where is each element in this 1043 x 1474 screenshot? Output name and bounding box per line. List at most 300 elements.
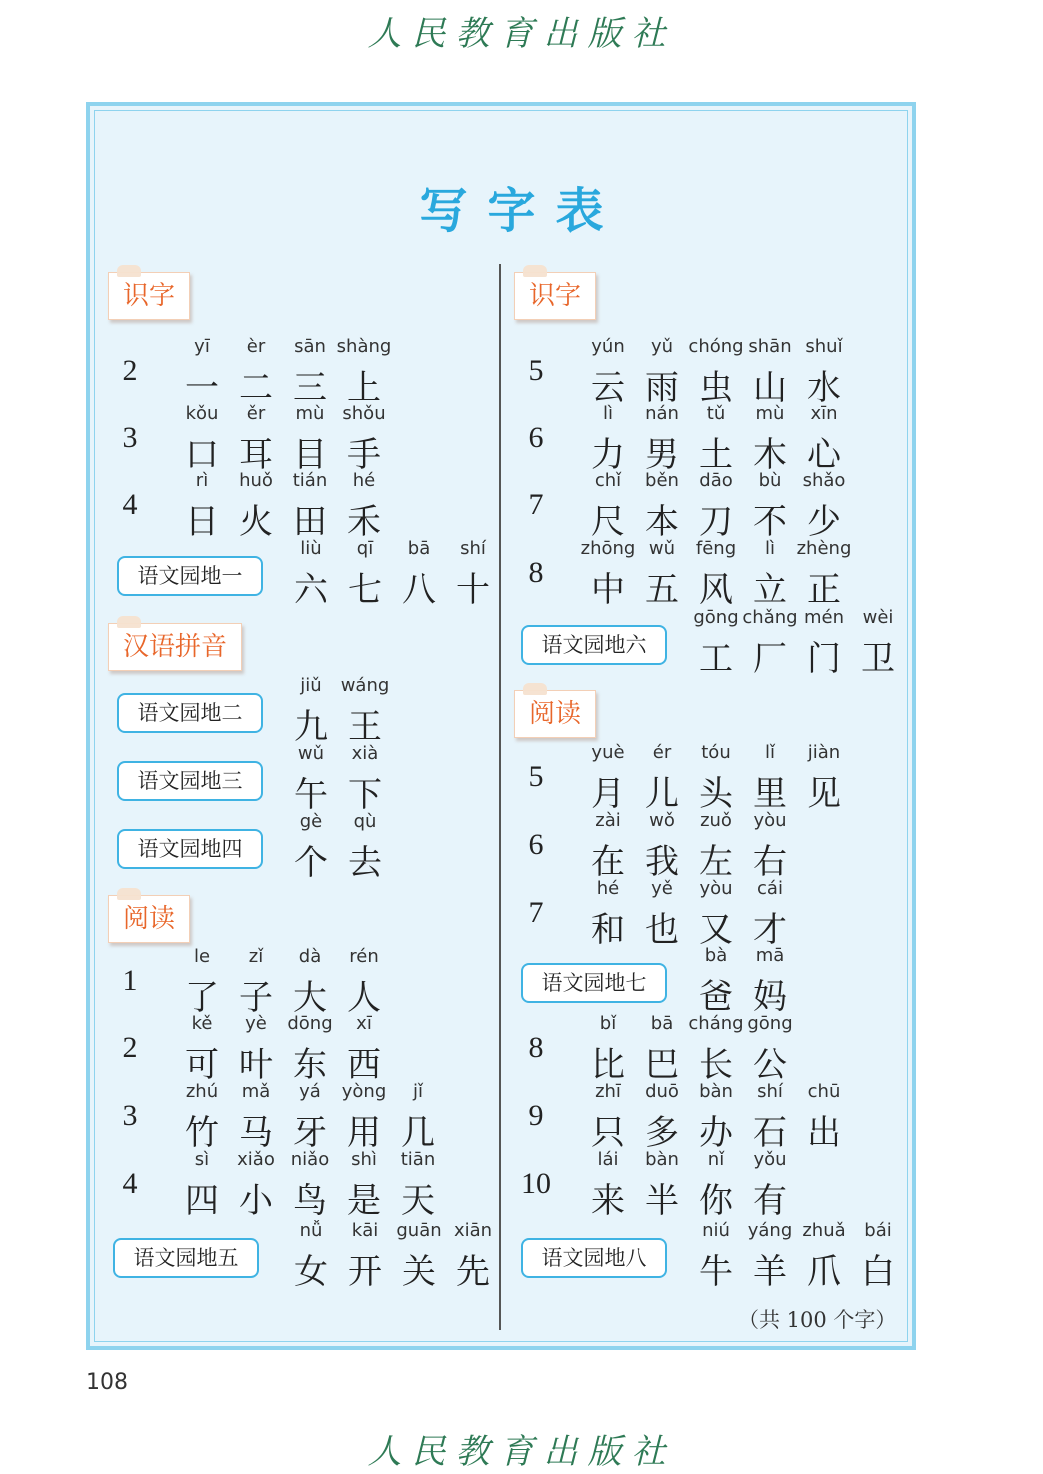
hanzi: 多 [645,1113,679,1153]
character-entry [794,538,854,611]
lesson-number: 6 [528,828,544,861]
pinyin: xià [351,743,379,764]
character-entry [172,470,232,543]
character-entry [686,470,746,543]
hanzi: 出 [807,1113,841,1153]
character-entry [281,743,341,816]
character-entry [578,1149,638,1222]
section-tag-yuedu-left: 阅读 [108,895,190,943]
pinyin: le [193,946,211,967]
pinyin: shàng [336,336,392,357]
character-entry [172,1013,232,1086]
character-entry [443,538,503,611]
character-entry [578,403,638,476]
character-entry [794,1081,854,1154]
hanzi: 山 [753,368,787,408]
hanzi: 牛 [699,1252,733,1292]
pinyin: bā [407,538,431,559]
pinyin: cái [757,878,783,899]
character-entry [686,1220,746,1293]
hanzi: 尺 [591,502,625,542]
pinyin: liù [300,538,322,559]
garden-tag: 语文园地七 [521,963,667,1003]
character-entry [172,403,232,476]
hanzi: 上 [347,368,381,408]
character-entry [578,1013,638,1086]
pinyin: qī [356,538,374,559]
character-entry [281,1220,341,1293]
pinyin: zhú [185,1081,219,1102]
hanzi: 二 [239,368,273,408]
pinyin: kě [191,1013,213,1034]
character-entry [686,607,746,680]
hanzi: 立 [753,570,787,610]
pinyin: ěr [246,403,266,424]
pinyin: jiàn [807,742,841,763]
lesson-number: 7 [528,896,544,929]
hanzi: 用 [347,1113,381,1153]
pinyin: yě [651,878,673,899]
character-entry [740,945,800,1018]
hanzi: 东 [293,1045,327,1085]
hanzi: 妈 [753,977,787,1017]
hanzi: 竹 [185,1113,219,1153]
pinyin: lì [602,403,613,424]
character-entry [848,607,908,680]
pinyin: wǒ [649,810,675,831]
pinyin: xiǎo [237,1149,275,1170]
pinyin: kāi [351,1220,379,1241]
character-entry [632,403,692,476]
character-entry [389,1220,449,1293]
character-entry [794,336,854,409]
character-entry [632,810,692,883]
hanzi: 羊 [753,1252,787,1292]
pinyin: chǎng [742,607,798,628]
pinyin: dà [298,946,322,967]
pinyin: tóu [701,742,731,763]
pinyin: yá [299,1081,321,1102]
character-entry [334,336,394,409]
pinyin: shì [351,1149,377,1170]
pinyin: zài [595,810,621,831]
lesson-number: 4 [122,488,138,521]
pinyin: èr [246,336,266,357]
hanzi: 里 [753,774,787,814]
pinyin: bǐ [599,1013,617,1034]
pinyin: chǐ [594,470,622,491]
pinyin: wǔ [648,538,676,559]
character-entry [632,1013,692,1086]
hanzi: 右 [753,842,787,882]
pinyin: rén [349,946,379,967]
hanzi: 耳 [239,435,273,475]
pinyin: zhuǎ [802,1220,846,1241]
pinyin: hé [352,470,376,491]
character-entry [740,403,800,476]
character-entry [686,1013,746,1086]
character-entry [280,470,340,543]
pinyin: cháng [688,1013,744,1034]
hanzi: 刀 [699,502,733,542]
hanzi: 人 [347,978,381,1018]
hanzi: 左 [699,842,733,882]
section-tag-shizi-right: 识字 [514,272,596,320]
character-entry [226,1013,286,1086]
pinyin: mù [755,403,785,424]
hanzi: 个 [294,843,328,883]
character-entry [334,403,394,476]
lesson-number: 4 [122,1167,138,1200]
pinyin: mā [755,945,785,966]
hanzi: 木 [753,435,787,475]
character-entry [848,1220,908,1293]
hanzi: 西 [347,1045,381,1085]
hanzi: 比 [591,1045,625,1085]
character-entry [686,538,746,611]
character-entry [794,470,854,543]
section-tag-pinyin: 汉语拼音 [108,623,242,671]
hanzi: 大 [293,978,327,1018]
pinyin: xiān [453,1220,493,1241]
hanzi: 子 [239,978,273,1018]
character-entry [740,470,800,543]
publisher-header: 人民教育出版社 [367,14,676,54]
hanzi: 石 [753,1113,787,1153]
character-entry [280,1149,340,1222]
character-entry [334,1013,394,1086]
hanzi: 五 [645,570,679,610]
character-entry [334,1081,394,1154]
character-entry [740,538,800,611]
character-entry [334,470,394,543]
pinyin: yuè [591,742,625,763]
hanzi: 半 [645,1181,679,1221]
pinyin: zǐ [248,946,264,967]
hanzi: 只 [591,1113,625,1153]
hanzi: 中 [591,570,625,610]
hanzi: 儿 [645,774,679,814]
pinyin: chóng [688,336,744,357]
character-entry [794,607,854,680]
character-entry [686,945,746,1018]
hanzi: 可 [185,1045,219,1085]
pinyin: guān [396,1220,442,1241]
hanzi: 火 [239,502,273,542]
pinyin: chū [807,1081,841,1102]
pinyin: shí [757,1081,783,1102]
character-entry [794,1220,854,1293]
total-count: （共 100 个字） [738,1308,897,1332]
hanzi: 卫 [861,639,895,679]
hanzi: 三 [293,368,327,408]
pinyin: běn [645,470,679,491]
character-entry [686,403,746,476]
pinyin: yè [245,1013,267,1034]
hanzi: 公 [753,1045,787,1085]
column-divider [499,264,501,1330]
pinyin: yún [591,336,625,357]
character-entry [632,538,692,611]
character-entry [389,538,449,611]
pinyin: niǎo [290,1149,330,1170]
character-entry [686,336,746,409]
pinyin: yòu [699,878,733,899]
hanzi: 头 [699,774,733,814]
pinyin: bù [758,470,782,491]
hanzi: 六 [294,570,328,610]
pinyin: jiǔ [300,675,322,696]
hanzi: 午 [294,775,328,815]
pinyin: yī [194,336,210,357]
pinyin: yòu [753,810,787,831]
garden-tag: 语文园地四 [117,829,263,869]
pinyin: shí [460,538,486,559]
hanzi: 男 [645,435,679,475]
hanzi: 少 [807,502,841,542]
pinyin: kǒu [185,403,219,424]
character-entry [280,1081,340,1154]
character-entry [740,1220,800,1293]
garden-tag: 语文园地五 [113,1238,259,1278]
character-entry [686,878,746,951]
pinyin: mǎ [241,1081,271,1102]
character-entry [226,336,286,409]
lesson-number: 3 [122,421,138,454]
pinyin: bā [650,1013,674,1034]
pinyin: qù [353,811,377,832]
hanzi: 白 [861,1252,895,1292]
pinyin: ér [652,742,672,763]
character-entry [740,1081,800,1154]
character-entry [578,1081,638,1154]
hanzi: 工 [699,639,733,679]
pinyin: sì [194,1149,210,1170]
hanzi: 云 [591,368,625,408]
pinyin: zuǒ [700,810,732,831]
pinyin: nán [645,403,679,424]
character-entry [686,1149,746,1222]
hanzi: 是 [347,1181,381,1221]
hanzi: 风 [699,570,733,610]
character-entry [632,336,692,409]
hanzi: 目 [293,435,327,475]
lesson-number: 6 [528,421,544,454]
lesson-number: 2 [122,354,138,387]
character-entry [226,403,286,476]
character-entry [280,403,340,476]
hanzi: 了 [185,978,219,1018]
hanzi: 田 [293,502,327,542]
hanzi: 又 [699,910,733,950]
character-entry [335,743,395,816]
lesson-number: 7 [528,488,544,521]
hanzi: 心 [807,435,841,475]
character-entry [226,946,286,1019]
hanzi: 虫 [699,368,733,408]
section-tag-yuedu-right: 阅读 [514,690,596,738]
character-entry [740,742,800,815]
hanzi: 长 [699,1045,733,1085]
character-entry [686,742,746,815]
pinyin: bái [864,1220,892,1241]
pinyin: wèi [862,607,894,628]
hanzi: 九 [294,707,328,747]
character-entry [686,810,746,883]
character-entry [226,1081,286,1154]
character-entry [226,470,286,543]
hanzi: 力 [591,435,625,475]
pinyin: gōng [747,1013,793,1034]
pinyin: duō [645,1081,679,1102]
character-entry [740,810,800,883]
character-entry [578,878,638,951]
hanzi: 手 [347,435,381,475]
character-entry [172,336,232,409]
character-entry [578,336,638,409]
character-entry [578,470,638,543]
lesson-number: 1 [122,964,138,997]
hanzi: 关 [402,1252,436,1292]
hanzi: 牙 [293,1113,327,1153]
pinyin: gè [299,811,323,832]
pinyin: bà [704,945,728,966]
hanzi: 鸟 [293,1181,327,1221]
pinyin: wǔ [297,743,325,764]
character-entry [794,742,854,815]
pinyin: wáng [340,675,390,696]
pinyin: hé [596,878,620,899]
character-entry [578,810,638,883]
hanzi: 叶 [239,1045,273,1085]
character-entry [335,538,395,611]
hanzi: 七 [348,570,382,610]
hanzi: 一 [185,368,219,408]
hanzi: 禾 [347,502,381,542]
hanzi: 下 [348,775,382,815]
character-entry [335,811,395,884]
pinyin: zhī [595,1081,621,1102]
hanzi: 八 [402,570,436,610]
hanzi: 我 [645,842,679,882]
hanzi: 正 [807,570,841,610]
hanzi: 先 [456,1252,490,1292]
section-tag-shizi-left: 识字 [108,272,190,320]
character-entry [578,538,638,611]
character-entry [172,946,232,1019]
hanzi: 巴 [645,1045,679,1085]
pinyin: yòng [341,1081,387,1102]
pinyin: bàn [645,1149,679,1170]
pinyin: mù [295,403,325,424]
hanzi: 厂 [753,639,787,679]
character-entry [740,336,800,409]
hanzi: 本 [645,502,679,542]
character-entry [172,1081,232,1154]
pinyin: dāo [699,470,733,491]
character-entry [334,946,394,1019]
pinyin: lì [764,538,775,559]
hanzi: 月 [591,774,625,814]
pinyin: shān [748,336,792,357]
garden-tag: 语文园地六 [521,625,667,665]
character-entry [632,742,692,815]
character-entry [280,946,340,1019]
pinyin: nǚ [299,1220,323,1241]
pinyin: shǒu [342,403,386,424]
pinyin: niú [702,1220,730,1241]
pinyin: shuǐ [805,336,843,357]
hanzi: 爸 [699,977,733,1017]
character-entry [335,1220,395,1293]
character-entry [388,1081,448,1154]
hanzi: 来 [591,1181,625,1221]
lesson-number: 10 [521,1167,551,1200]
hanzi: 四 [185,1181,219,1221]
pinyin: fēng [695,538,737,559]
hanzi: 见 [807,774,841,814]
pinyin: tián [292,470,328,491]
character-entry [280,1013,340,1086]
lesson-number: 5 [528,760,544,793]
hanzi: 王 [348,707,382,747]
character-entry [334,1149,394,1222]
lesson-number: 8 [528,556,544,589]
pinyin: bàn [699,1081,733,1102]
character-entry [740,1013,800,1086]
pinyin: gōng [693,607,739,628]
hanzi: 才 [753,910,787,950]
character-entry [740,607,800,680]
pinyin: dōng [287,1013,333,1034]
pinyin: xīn [810,403,838,424]
hanzi: 土 [699,435,733,475]
character-entry [632,470,692,543]
pinyin: lǐ [764,742,775,763]
character-entry [686,1081,746,1154]
character-entry [740,1149,800,1222]
character-entry [632,1081,692,1154]
hanzi: 在 [591,842,625,882]
pinyin: nǐ [707,1149,725,1170]
hanzi: 和 [591,910,625,950]
pinyin: shǎo [802,470,846,491]
page-title: 写字表 [419,183,624,239]
character-entry [740,878,800,951]
pinyin: sān [294,336,326,357]
pinyin: yǔ [650,336,674,357]
character-entry [632,878,692,951]
character-entry [578,742,638,815]
hanzi: 天 [401,1181,435,1221]
hanzi: 女 [294,1252,328,1292]
pinyin: rì [195,470,209,491]
hanzi: 门 [807,639,841,679]
lesson-number: 9 [528,1099,544,1132]
publisher-footer: 人民教育出版社 [367,1432,676,1472]
hanzi: 办 [699,1113,733,1153]
lesson-number: 2 [122,1031,138,1064]
hanzi: 去 [348,843,382,883]
character-entry [226,1149,286,1222]
hanzi: 雨 [645,368,679,408]
garden-tag: 语文园地一 [117,556,263,596]
pinyin: jǐ [412,1081,423,1102]
character-entry [335,675,395,748]
character-entry [632,1149,692,1222]
hanzi: 口 [185,435,219,475]
lesson-number: 3 [122,1099,138,1132]
